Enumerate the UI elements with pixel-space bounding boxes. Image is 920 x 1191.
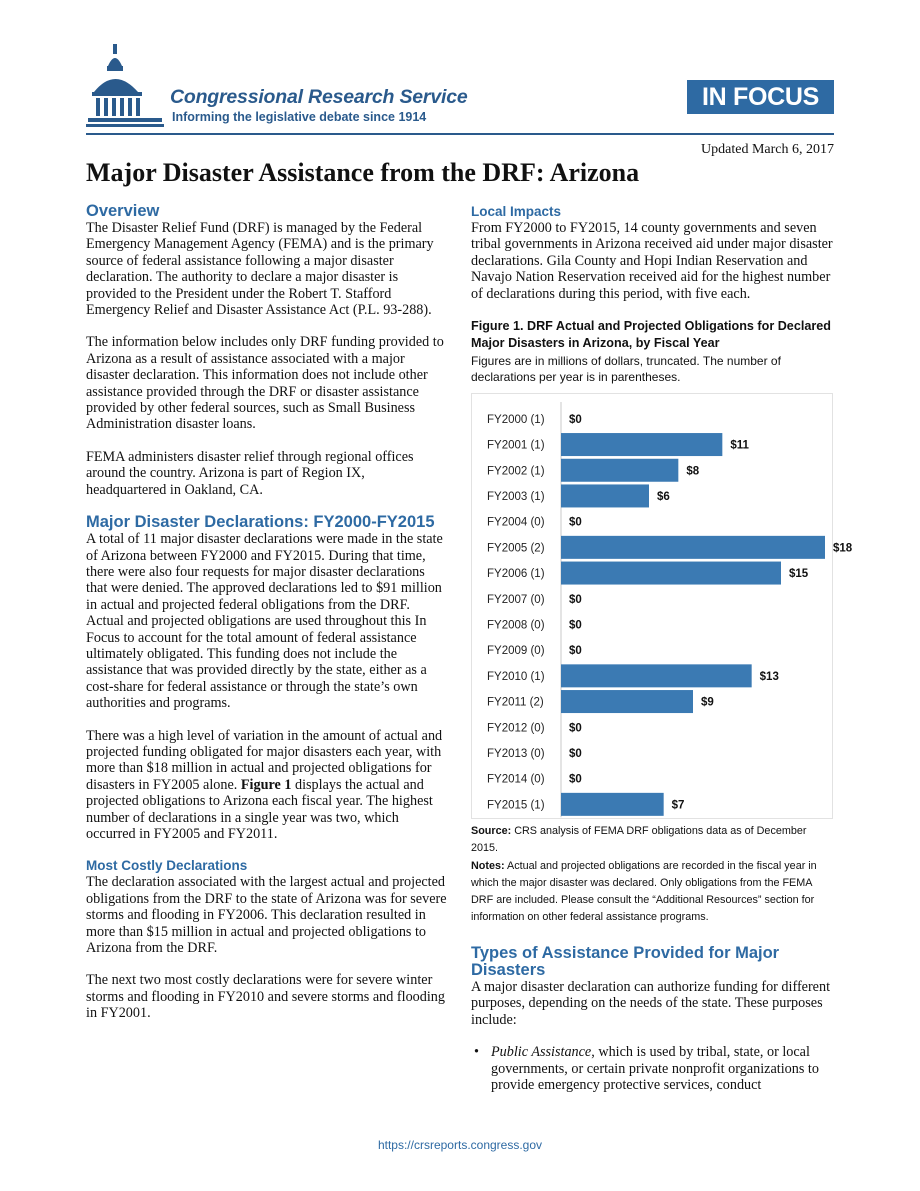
notes-text: Actual and projected obligations are recorded in the fiscal year in which the major disaster was declared. Only obligations from the FEMA DRF are included. Please consult the “Additional Resources” section for information on other federal assistance programs. <box>471 860 817 924</box>
data-label: $18 <box>833 542 853 555</box>
category-label: FY2008 (0) <box>487 619 545 632</box>
category-label: FY2012 (0) <box>487 722 545 735</box>
bar <box>561 664 752 687</box>
updated-date: Updated March 6, 2017 <box>701 142 834 157</box>
category-label: FY2009 (0) <box>487 645 545 658</box>
assistance-types-list <box>471 1044 833 1093</box>
data-label: $0 <box>569 413 582 426</box>
data-label: $11 <box>730 439 749 452</box>
source-label: Source: <box>471 825 512 838</box>
in-focus-badge: IN FOCUS <box>687 80 834 114</box>
category-label: FY2004 (0) <box>487 516 545 529</box>
public-assistance-text: , which is used by tribal, state, or local governments, or certain private nonprofit organizations to provide emergency protective services, conduct <box>491 1044 819 1094</box>
category-label: FY2003 (1) <box>487 490 545 503</box>
public-assistance-term: Public Assistance <box>491 1044 592 1061</box>
figure-source <box>471 823 833 857</box>
left-column <box>86 200 448 1022</box>
bar <box>561 536 825 559</box>
local-impacts-paragraph: From FY2000 to FY2015, 14 county governments and seven tribal governments in Arizona received aid under major disaster declarations. Gila County and Hopi Indian Reservation and Navajo Nation Reservation received aid for the highest number of declarations during this period, with five each. <box>471 220 833 302</box>
header-divider <box>86 133 834 135</box>
data-label: $0 <box>569 747 582 760</box>
bar <box>561 484 649 507</box>
source-text: CRS analysis of FEMA DRF obligations data as of December 2015. <box>471 825 807 855</box>
data-label: $0 <box>569 722 582 735</box>
figure-subtitle: Figures are in millions of dollars, truncated. The number of declarations per year is in parentheses. <box>471 354 781 385</box>
right-column <box>471 200 853 1094</box>
declarations-paragraph-2 <box>86 728 448 843</box>
declarations-heading: Major Disaster Declarations: FY2000-FY2015 <box>86 513 435 532</box>
types-of-assistance-paragraph: A major disaster declaration can authorize funding for different purposes, depending on the needs of the state. These purposes include: <box>471 979 831 1028</box>
data-label: $0 <box>569 619 582 632</box>
data-label: $0 <box>569 593 582 606</box>
notes-label: Notes: <box>471 860 505 873</box>
bar <box>561 793 664 816</box>
most-costly-paragraph-1: The declaration associated with the largest actual and projected obligations from the DRF to the state of Arizona was for severe storms and flooding in FY2006. This declaration resulted in more than $15 million in actual and projected obligations to Arizona from the DRF. <box>86 874 447 957</box>
bar <box>561 690 693 713</box>
types-of-assistance-heading: Types of Assistance Provided for Major Disasters <box>471 944 780 980</box>
org-name: Congressional Research Service <box>170 86 468 108</box>
category-label: FY2013 (0) <box>487 747 545 760</box>
obligations-chart <box>471 393 853 819</box>
most-costly-paragraph-2: The next two most costly declarations were for severe winter storms and flooding in FY2010 and severe storms and flooding in FY2001. <box>86 972 445 1022</box>
overview-heading: Overview <box>86 202 160 220</box>
capitol-dome-logo <box>86 40 166 130</box>
overview-paragraph-2: The information below includes only DRF funding provided to Arizona as a result of assistance associated with a major disaster declaration. This information does not include other assistance provided through the DRF or disaster assistance provided by other federal sources, such as Small Business Administration disaster loans. <box>86 334 444 433</box>
declarations-text-a: There was a high level of variation in the amount of actual and projected funding obligated for major disasters each year, with more than $18 million in actual and projected obligations for disasters in FY2005 alone. <box>86 727 443 793</box>
org-tagline: Informing the legislative debate since 1914 <box>172 110 427 124</box>
category-label: FY2006 (1) <box>487 568 545 581</box>
category-label: FY2015 (1) <box>487 799 545 812</box>
figure-notes <box>471 858 833 926</box>
overview-paragraph-1: The Disaster Relief Fund (DRF) is managed by the Federal Emergency Management Agency (FEMA) and is the primary source of federal assistance following a major disaster declaration. The authority to declare a major disaster is provided to the President under the Robert T. Stafford Emergency Relief and Disaster Assistance Act (P.L. 93-288). <box>86 220 434 319</box>
category-label: FY2005 (2) <box>487 542 545 555</box>
list-item <box>471 1044 833 1093</box>
obligations-bar-chart <box>472 394 853 818</box>
data-label: $13 <box>759 670 779 683</box>
data-label: $7 <box>671 799 685 812</box>
most-costly-heading: Most Costly Declarations <box>86 858 248 874</box>
category-label: FY2002 (1) <box>487 465 545 478</box>
data-label: $0 <box>569 645 582 658</box>
data-label: $0 <box>569 773 582 786</box>
data-label: $6 <box>657 490 670 503</box>
overview-paragraph-3: FEMA administers disaster relief through regional offices around the country. Arizona is part of Region IX, headquartered in Oakland, CA. <box>86 448 414 498</box>
category-label: FY2007 (0) <box>487 593 545 606</box>
declarations-paragraph-1: A total of 11 major disaster declarations were made in the state of Arizona between FY2000 and FY2015. During that time, there were also four requests for major disaster declarations that were denied. The approved declarations led to $91 million in actual and projected federal obligations from the DRF. Actual and projected obligations are used throughout this In Focus to account for the total amount of federal assistance ultimately obligated. This funding does not include the assistance that was provided directly by the state, either as a cost-share for federal assistance or through the state’s own authorities and programs. <box>86 531 443 712</box>
figure-title: Figure 1. DRF Actual and Projected Obligations for Declared Major Disasters in Arizona, by Fiscal Year <box>471 319 831 351</box>
footer-url-link[interactable]: https://crsreports.congress.gov <box>377 1138 543 1152</box>
figure-1-reference: Figure 1 <box>240 776 292 793</box>
bar <box>561 433 722 456</box>
data-label: $9 <box>701 696 714 709</box>
category-label: FY2011 (2) <box>487 696 544 709</box>
data-label: $8 <box>686 465 700 478</box>
data-label: $15 <box>789 568 809 581</box>
category-label: FY2001 (1) <box>487 439 545 452</box>
bar <box>561 459 678 482</box>
bar <box>561 562 781 585</box>
page-title: Major Disaster Assistance from the DRF: Arizona <box>86 158 640 187</box>
local-impacts-heading: Local Impacts <box>471 204 562 219</box>
category-label: FY2014 (0) <box>487 773 545 786</box>
declarations-text-b: displays the actual and projected obligations to Arizona each fiscal year. The highest number of declarations in a single year was two, which occurred in FY2005 and FY2011. <box>86 776 433 842</box>
data-label: $0 <box>569 516 582 529</box>
category-label: FY2000 (1) <box>487 413 545 426</box>
category-label: FY2010 (1) <box>487 670 545 683</box>
